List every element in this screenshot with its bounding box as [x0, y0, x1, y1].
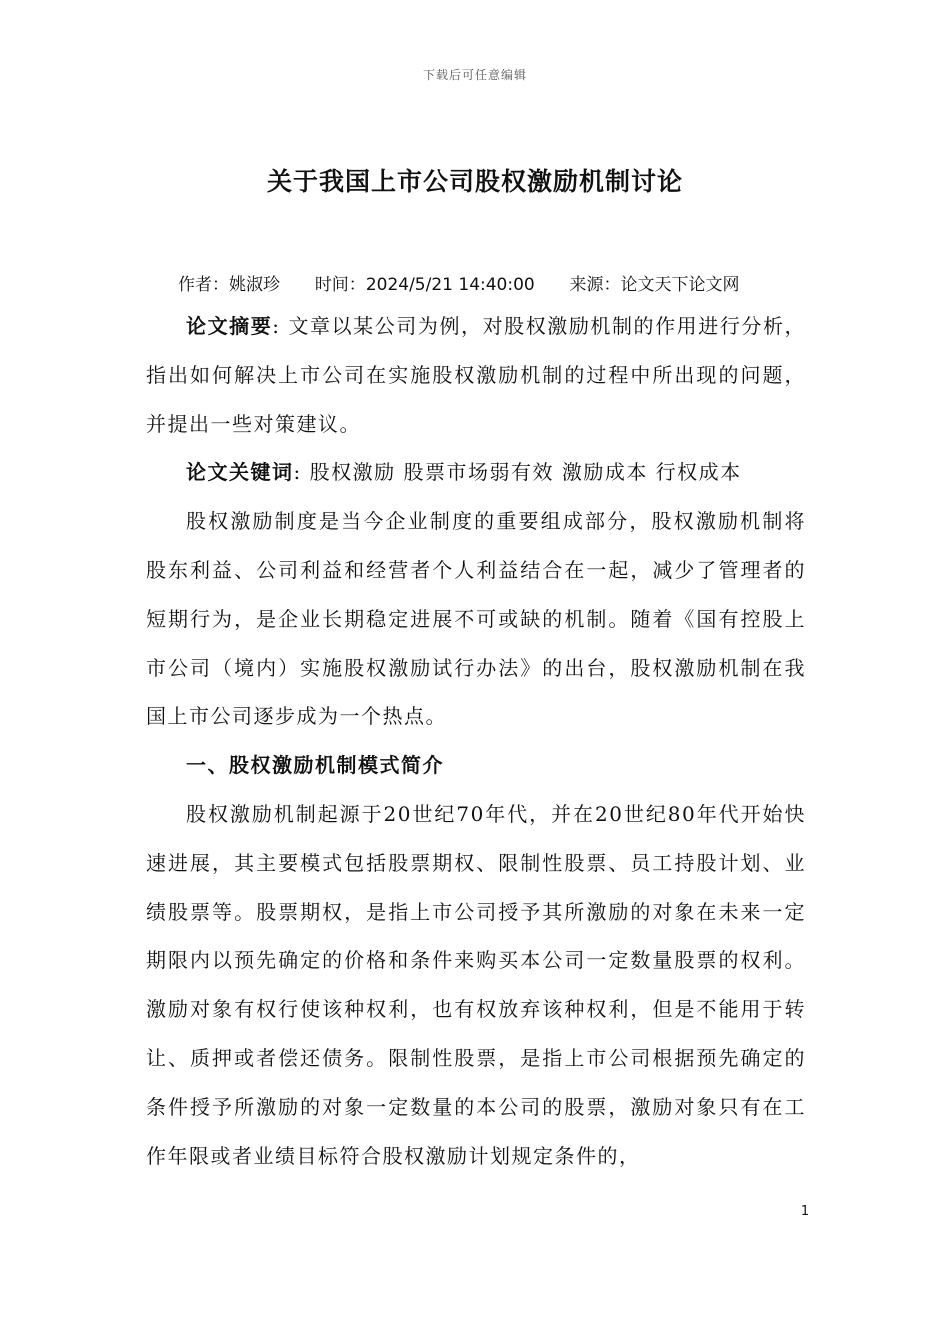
keywords-colon: : [293, 460, 302, 485]
abstract-paragraph [146, 302, 806, 448]
time-label: 时间： [314, 275, 366, 295]
body-paragraph-2: 股权激励机制起源于20世纪70年代，并在20世纪80年代开始快速进展，其主要模式包括股票期权、限制性股票、员工持股计划、业绩股票等。股票期权，是指上市公司授予其所激励的对象在未来一定期限内以预先确定的价格和条件来购买本公司一定数量股票的权利。激励对象有权行使该种权利，也有权放弃该种权利，但是不能用于转让、质押或者偿还债务。限制性股票，是指上市公司根据预先确定的条件授予所激励的对象一定数量的本公司的股票，激励对象只有在工作年限或者业绩目标符合股权激励计划规定条件的， [146, 801, 806, 1168]
source-label: 来源： [569, 275, 621, 295]
author-label: 作者： [178, 275, 229, 295]
abstract-colon: : [272, 314, 281, 338]
document-title: 关于我国上市公司股权激励机制讨论 [266, 167, 683, 196]
body-paragraph-1: 股权激励制度是当今企业制度的重要组成部分，股权激励机制将股东利益、公司利益和经营者个人利益结合在一起，减少了管理者的短期行为，是企业长期稳定进展不可或缺的机制。随着《国有控股上市公司（境内）实施股权激励试行办法》的出台，股权激励机制在我国上市公司逐步成为一个热点。 [146, 509, 806, 729]
author-name: 姚淑珍 [229, 275, 280, 295]
keywords-text: 股权激励 股票市场弱有效 激励成本 行权成本 [309, 460, 742, 485]
abstract-label: 论文摘要 [186, 314, 273, 338]
section-heading-1: 一、股权激励机制模式简介 [186, 753, 444, 778]
publish-time: 2024/5/21 14:40:00 [365, 275, 535, 295]
keywords-label: 论文关键词 [186, 460, 294, 485]
source-name: 论文天下论文网 [620, 275, 740, 295]
page-number: 1 [800, 1204, 810, 1219]
document-body [146, 302, 806, 1180]
abstract-text: 文章以某公司为例，对股权激励机制的作用进行分析，指出如何解决上市公司在实施股权激励机制的过程中所出现的问题，并提出一些对策建议。 [146, 314, 807, 436]
keywords-paragraph [146, 448, 806, 497]
article-meta [178, 270, 740, 295]
header-note: 下载后可任意编辑 [422, 68, 527, 82]
